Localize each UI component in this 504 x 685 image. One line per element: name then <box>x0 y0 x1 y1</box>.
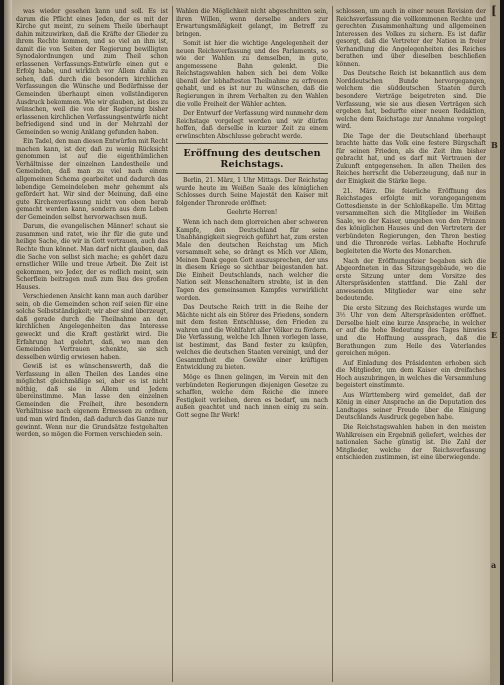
article-headline: Eröffnung des deutschen Reichstags. <box>183 148 321 171</box>
paragraph: Die Reichstagswahlen haben in den meisten Wahlkreisen ein Ergebniß geliefert, welches der nationalen Sache günstig ist. Die Zahl der Mitglieder, welche der Reichsverfassung entschieden zustimmen, ist eine überwiegende. <box>336 423 486 462</box>
paragraph: Ein Tadel, den man diesen Entwürfen mit Recht machen kann, ist der, daß zu wenig Rücksicht genommen ist auf die eigenthümlichen Verhältnisse der einzelnen Landestheile und Gemeinden, daß man zu viel nach einem allgemeinen Schema gearbeitet und dadurch das lebendige Gemeindeleben mehr gehemmt als gefördert hat. Wir sind der Meinung, daß eine gute Kirchenverfassung nicht von oben herab gemacht werden kann, sondern aus dem Leben der Gemeinden selbst hervorwachsen muß. <box>16 138 168 221</box>
section-divider <box>176 143 328 144</box>
paragraph: schlossen, um auch in einer neuen Revision der Reichsverfassung die vollkommenen Rechte und gerechten Zusammenhaltung und allgemeinen Interessen des Volkes zu sichern. Es ist dafür gesorgt, daß die Vertreter der Nation in freier Verhandlung die Angelegenheiten des Reiches berathen und über dieselben beschließen können. <box>336 8 486 68</box>
paragraph: Aus Württemberg wird gemeldet, daß der König in einer Ansprache an die Deputation des Landtages seiner Freude über die Einigung Deutschlands Ausdruck gegeben habe. <box>336 391 486 422</box>
page-fold-shadow <box>4 0 12 685</box>
edge-glyph: [ <box>491 4 497 18</box>
paragraph: 21. März. Die feierliche Eröffnung des Reichstages erfolgte mit vorangegangenem Gottesdienste in der Schloßkapelle. Um Mittag versammelten sich die Mitglieder im Weißen Saale, wo der Kaiser, umgeben von den Prinzen des königlichen Hauses und den Vertretern der verbündeten Regierungen, den Thron bestieg und die Thronrede verlas. Lebhafte Hochrufe begleiteten die Worte des Monarchen. <box>336 187 486 255</box>
paragraph: Nach der Eröffnungsfeier begaben sich die Abgeordneten in das Sitzungsgebäude, wo die erste Sitzung unter dem Vorsitze des Alterspräsidenten stattfand. Die Zahl der anwesenden Mitglieder war eine sehr bedeutende. <box>336 257 486 303</box>
column-rule <box>172 6 173 682</box>
edge-glyph: a <box>491 560 497 570</box>
paragraph: Das Deutsche Reich ist bekanntlich aus dem Norddeutschen Bunde hervorgegangen, welchem die süddeutschen Staaten durch besondere Verträge beigetreten sind. Die Verfassung, wie sie aus diesen Verträgen sich ergeben hat, bedurfte einer neuen Redaktion, welche dem Reichstage zur Annahme vorgelegt wird. <box>336 70 486 131</box>
column-rule <box>332 6 333 682</box>
paragraph: Darum, die evangelischen Männer! schaut sie zusammen und ratet, wie ihr für die gute und heilige Sache, die wir in Gott vertrauen, auch das Rechte thun könnet. Man darf nicht glauben, daß die Sache von selbst sich mache; es gehört dazu ernstlicher Wille und treue Arbeit. Die Zeit ist gekommen, wo Jeder, der es redlich meint, sein Scherflein beitragen muß zum Bau des großen Hauses. <box>16 223 168 291</box>
paragraph: Gewiß ist es wünschenswerth, daß die Verfassung in allen Theilen des Landes eine möglichst gleichmäßige sei, aber es ist nicht nöthig, daß sie in Allem und Jedem übereinstimme. Man lasse den einzelnen Gemeinden die Freiheit, ihre besondern Verhältnisse nach eigenem Ermessen zu ordnen, und man wird finden, daß dadurch das Ganze nur gewinnt. Wenn nur die Grundsätze festgehalten werden, so mögen die Formen verschieden sein. <box>16 363 168 439</box>
paragraph: Berlin, 21. März, 1 Uhr Mittags. Der Reichstag wurde heute im Weißen Saale des königlichen Schlosses durch Seine Majestät den Kaiser mit folgender Thronrede eröffnet: <box>176 177 328 207</box>
paragraph: Wahlen die Möglichkeit nicht abgeschnitten sein, ihren Willen, wenn derselbe anders zur Erwartungsmäßigkeit gelangt, im Betreff zu bringen. <box>176 8 328 38</box>
column-left <box>16 8 168 680</box>
paragraph: was wieder gesehen kann und soll. Es ist darum die Pflicht eines Jeden, der es mit der Kirche gut meint, zu seinem Theile überhaupt dahin mitzuwirken, daß die Kräfte der Glieder zu ihrem Rechte kommen, und so viel an ihm ist, damit die von Seiten der Regierung bewilligten Synodalordnungen und zum Theil schon erlassenen Verfassungs-Entwürfe einen gut e Erfolg habe, und wirklich vor Allem dahin zu sehen, daß durch die besondern kirchlichen Verfassungen die Wünsche und Bedürfnisse der Gemeinden überhaupt einen vollständigeren Ausdruck bekommen. Wie wir glauben, ist dies zu wünschen, weil die von der Regierung bisher erlassenen kirchlichen Verfassungsentwürfe nicht befriedigend sind und in der Mehrzahl der Gemeinden so wenig Anklang gefunden haben. <box>16 8 168 136</box>
adjacent-page-edge <box>490 0 500 685</box>
paragraph: Auf Einladung des Präsidenten erhoben sich die Mitglieder, um dem Kaiser ein dreifaches Hoch auszubringen, in welches die Versammlung begeistert einstimmte. <box>336 359 486 390</box>
section-divider <box>176 173 328 174</box>
paragraph: Somit ist hier die wichtige Angelegenheit der neuen Reichsverfassung und des Parlaments, so wie der Wahlen zu demselben, in gute, angemessene Bahn gelenkt. Die Reichstagswahlen haben sich bei dem Volke überall der lebhaftesten Theilnahme zu erfreuen gehabt, und es ist nur zu wünschen, daß die Regierungen in ihrem Verhalten zu den Wahlen die volle Freiheit der Wähler achten. <box>176 40 328 108</box>
paragraph: Der Entwurf der Verfassung wird nunmehr dem Reichstage vorgelegt werden und wir dürfen hoffen, daß derselbe in kurzer Zeit zu einem erwünschten Abschlusse gebracht werde. <box>176 110 328 140</box>
column-middle <box>176 8 328 680</box>
edge-glyph: B <box>491 140 498 150</box>
paragraph: Die erste Sitzung des Reichstages wurde um 3½ Uhr von dem Alterspräsidenten eröffnet. Derselbe hielt eine kurze Ansprache, in welcher er auf die hohe Bedeutung des Tages hinwies und die Hoffnung aussprach, daß die Berathungen zum Heile des Vaterlandes gereichen mögen. <box>336 304 486 358</box>
newspaper-page <box>4 0 500 685</box>
column-right <box>336 8 486 680</box>
salutation: Geehrte Herren! <box>226 209 278 217</box>
edge-glyph: E <box>491 330 498 340</box>
paragraph: Wenn ich nach dem glorreichen aber schweren Kampfe, den Deutschland für seine Unabhängigkeit siegreich geführt hat, zum ersten Male den deutschen Reichstag um Mich versammelt sehe, so drängt es Mich vor Allem, Meinen Dank gegen Gott auszusprechen, der uns in diesem Kriege so sichtbar beigestanden hat. Die Einheit Deutschlands, nach welcher die Nation seit Menschenaltern strebte, ist in den Tagen des gemeinsamen Kampfes verwirklicht worden. <box>176 219 328 302</box>
paragraph: Die Tage der die Deutschland überhaupt brachte hatte das Volk eine festere Bürgschaft für seinen Frieden, als die Zeit ihm bisher gebracht hat, und es darf mit Vertrauen der Zukunft entgegensehen. In allen Theilen des Reiches herrscht die Ueberzeugung, daß nur in der Einigkeit die Stärke liege. <box>336 132 486 186</box>
paragraph: Das Deutsche Reich tritt in die Reihe der Mächte nicht als ein Störer des Friedens, sondern mit dem festen Entschlusse, den Frieden zu wahren und die Wohlfahrt aller Völker zu fördern. Die Verfassung, welche Ich Ihnen vorlegen lasse, ist bestimmt, das Band fester zu knüpfen, welches die deutschen Staaten vereinigt, und der Gesammtheit die Gewähr einer kräftigen Entwicklung zu bieten. <box>176 304 328 372</box>
paragraph: Verschiedenen Ansicht kann man auch darüber sein, ob die Gemeinden schon reif seien für eine solche Selbstständigkeit; wir aber sind überzeugt, daß gerade durch die Theilnahme an den kirchlichen Angelegenheiten das Interesse geweckt und die Kraft gestärkt wird. Die Erfahrung hat gelehrt, daß, wo man den Gemeinden Vertrauen schenkte, sie sich desselben würdig erwiesen haben. <box>16 293 168 361</box>
paragraph: Möge es Ihnen gelingen, im Verein mit den verbündeten Regierungen diejenigen Gesetze zu schaffen, welche dem Reiche die innere Festigkeit verleihen, deren es bedarf, um nach außen geachtet und nach innen einig zu sein. Gott segne Ihr Werk! <box>176 373 328 419</box>
